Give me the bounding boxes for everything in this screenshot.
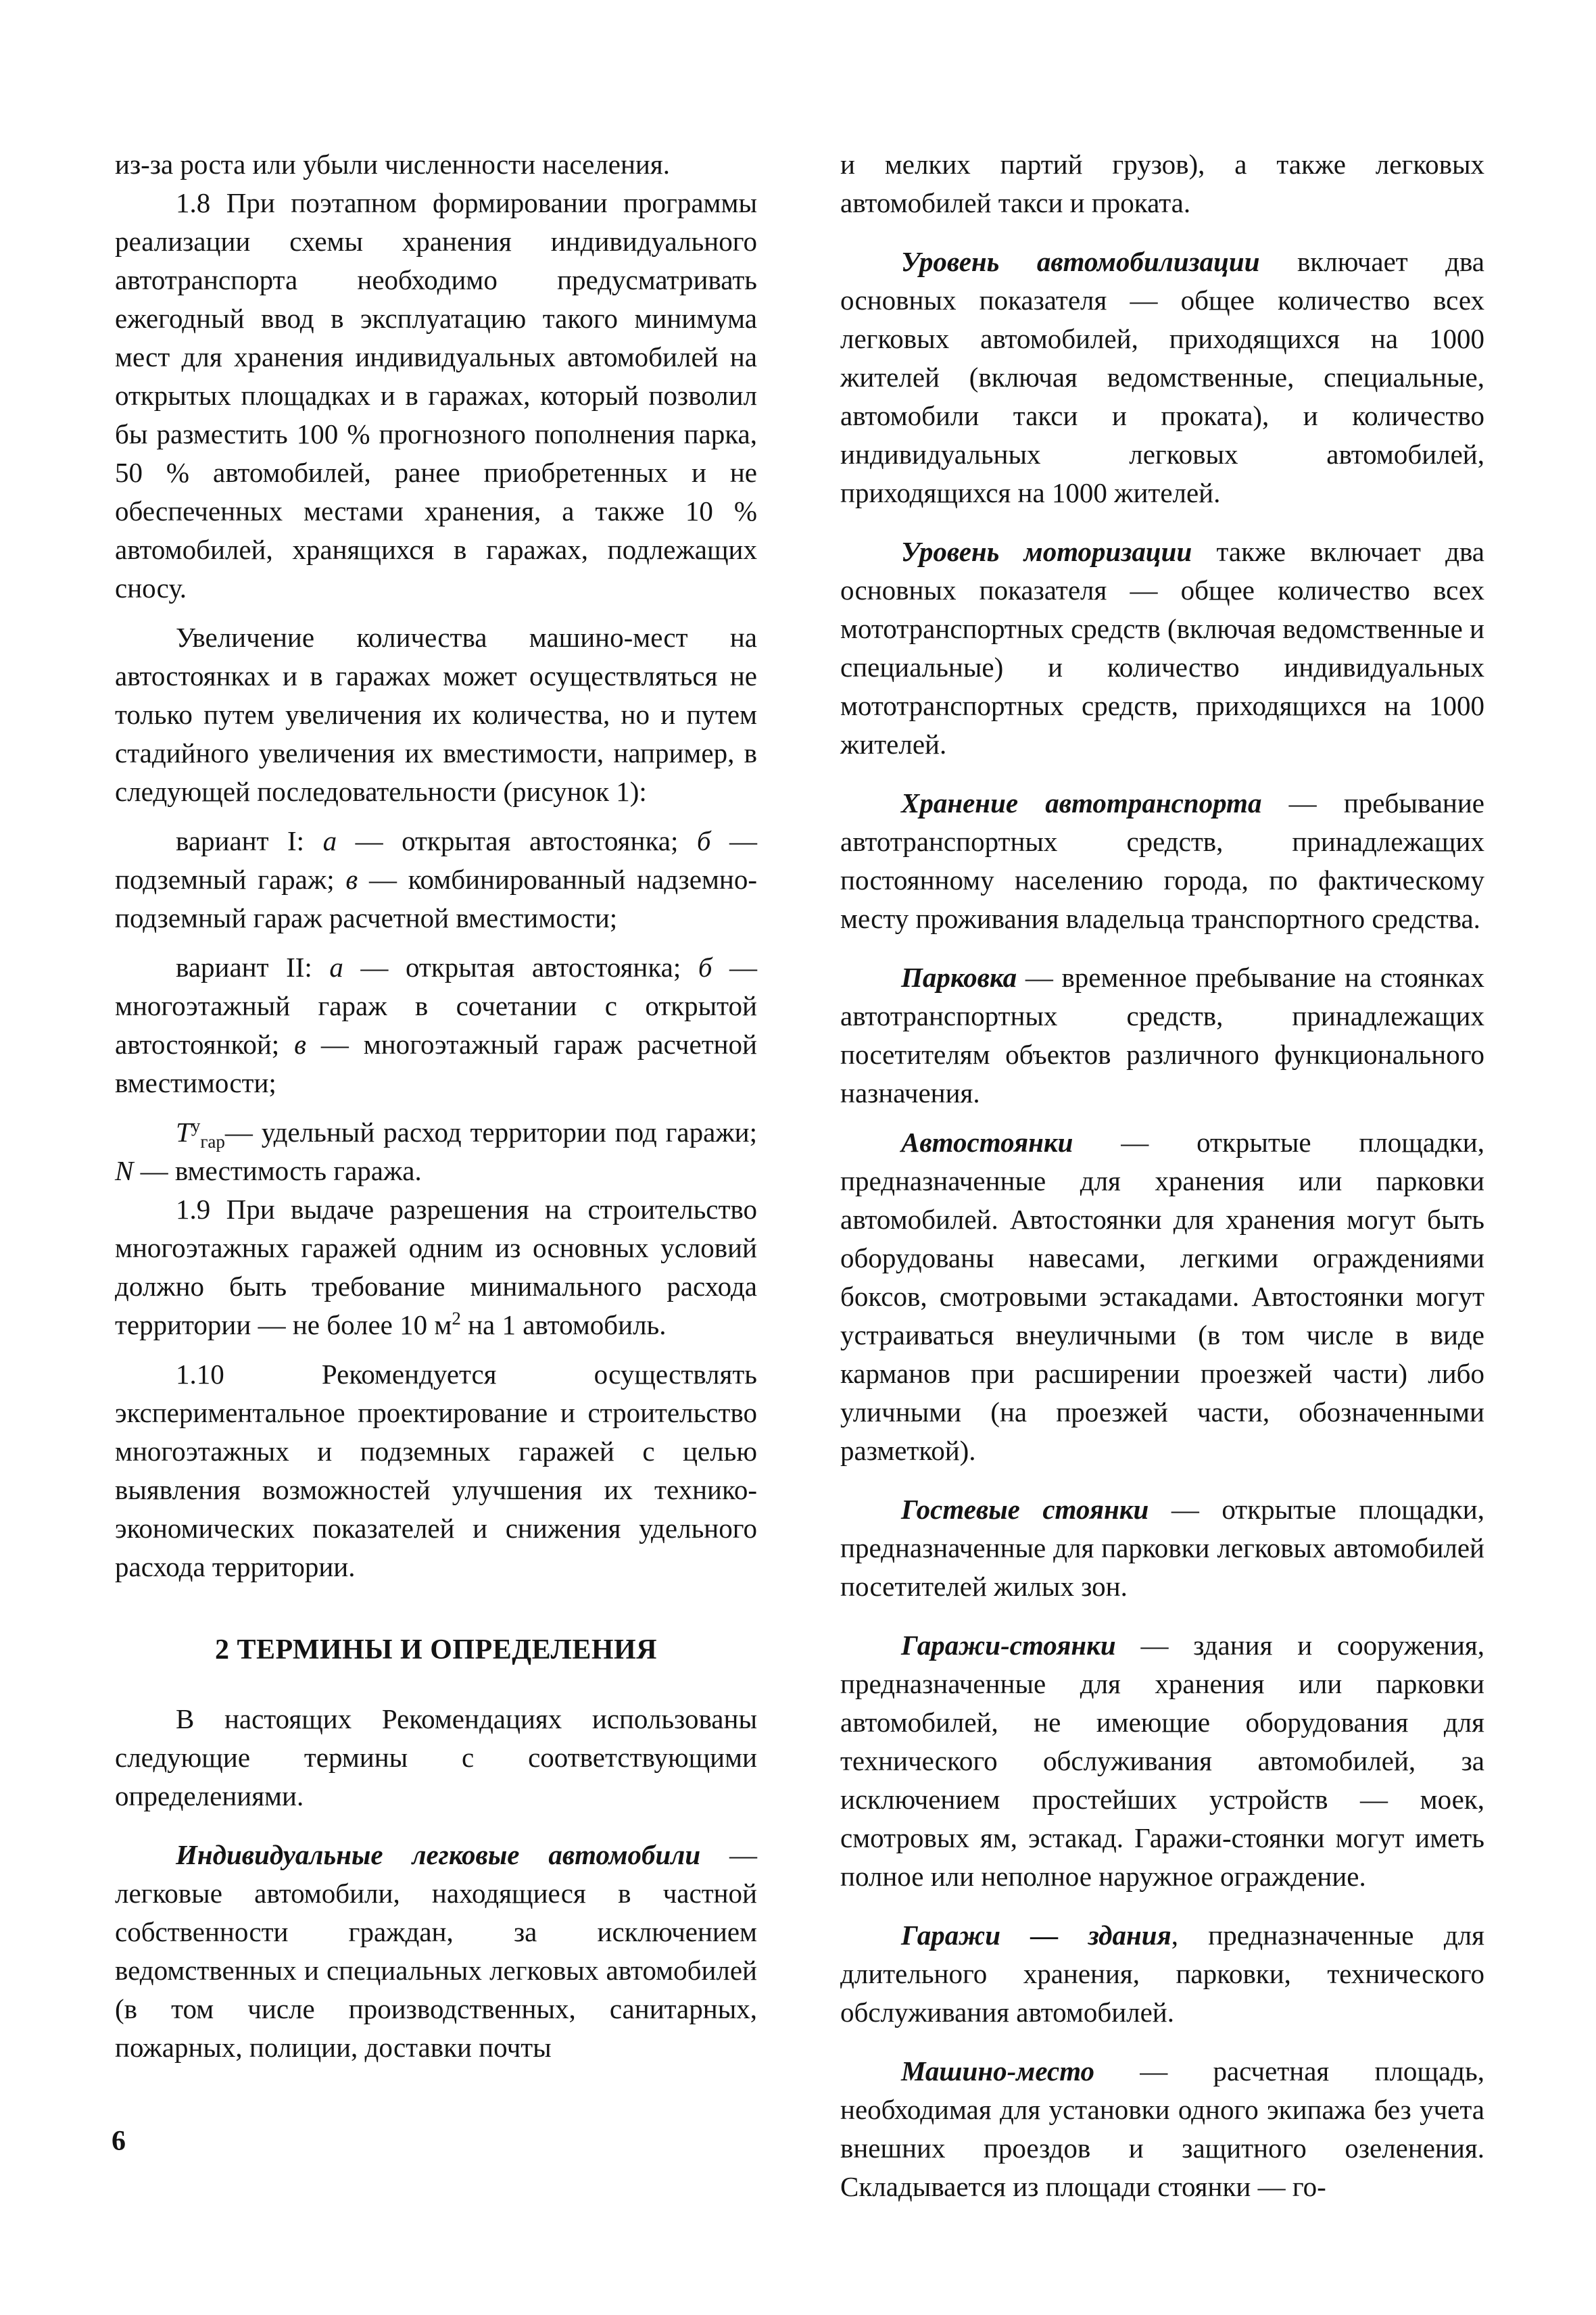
term-motorization: Уровень моторизации: [901, 536, 1192, 567]
paragraph-1-9-sup: 2: [452, 1308, 461, 1329]
variant-1-text-1: — открытая автостоянка;: [337, 825, 697, 856]
term-parking-space: Машино-место: [901, 2055, 1095, 2087]
variant-2: [115, 948, 757, 1102]
variant-1-lead: вариант I:: [176, 825, 323, 856]
definition-garages-text: , предназначенные для длительного хранения, парковки, технического обслуживания автомобилей.: [840, 1920, 1484, 2028]
right-column: [840, 145, 1484, 2206]
term-automobilization: Уровень автомобилизации: [901, 246, 1260, 277]
variant-1-text-2: — подземный гараж;: [115, 825, 758, 895]
definition-garages: [840, 1916, 1484, 2032]
symbol-n: N: [115, 1155, 134, 1186]
variant-2-v: в: [294, 1029, 306, 1060]
paragraph-continuation-right: и мелких партий грузов), а также легковых автомобилей такси и проката.: [840, 149, 1484, 218]
section-heading: 2 ТЕРМИНЫ И ОПРЕДЕЛЕНИЯ: [214, 1634, 658, 1665]
variant-1: [115, 822, 757, 937]
definition-moto-level: [840, 533, 1484, 764]
left-column: [115, 145, 757, 2067]
definition-garage-stands: [840, 1626, 1484, 1896]
term-individual-cars: Индивидуальные легковые автомобили: [176, 1839, 701, 1870]
paragraph-1-9: [115, 1190, 757, 1344]
symbol-t: T: [176, 1117, 191, 1148]
variant-2-text-2: — многоэтажный гараж в сочетании с открытой автостоянкой;: [115, 952, 758, 1060]
legend-definitions: [115, 1113, 757, 1190]
symbol-t-sub: гар: [200, 1131, 225, 1152]
term-garage-stands: Гаражи-стоянки: [901, 1630, 1116, 1661]
term-guest-parking: Гостевые стоянки: [901, 1494, 1149, 1525]
definition-parking-space-text: — расчетная площадь, необходимая для установки одного экипажа без учета внешних проездов и защитного озеленения. Складывается из площади стоянки — го-: [840, 2055, 1484, 2202]
definition-individual-cars-text: — легковые автомобили, находящиеся в частной собственности граждан, за исключением ведомственных и специальных легковых автомобилей (в том числе производственных, санитарных, пожарных, полиции, доставки почты: [115, 1839, 757, 2063]
paragraph-1-9-text: 1.9 При выдаче разрешения на строительство многоэтажных гаражей одним из основных условий должно быть требование минимального расхода территории — не более 10 м: [115, 1194, 757, 1340]
paragraph-continuation: из-за роста или убыли численности населения.: [115, 149, 670, 180]
definition-motorization-text: также включает два основных показателя — общее количество всех мототранспортных средств (включая ведомственные и специальные) и количество индивидуальных мототранспортных средств, приходящихся на 1000 жителей.: [840, 536, 1484, 760]
definition-individual-cars: [115, 1836, 757, 2067]
legend-text-1: — удельный расход территории под гаражи;: [224, 1117, 757, 1148]
paragraph-1-9-end: на 1 автомобиль.: [460, 1309, 667, 1340]
term-lots: Автостоянки: [901, 1127, 1073, 1158]
term-parking: Парковка: [901, 962, 1017, 993]
definition-automobilization-text: включает два основных показателя — общее количество всех легковых автомобилей, приходящихся на 1000 жителей (включая ведомственные, специальные, автомобили такси и проката), и количество индивидуальных легковых автомобилей, приходящихся на 1000 жителей.: [840, 246, 1484, 508]
definition-guest-parking: [840, 1490, 1484, 1606]
definition-storage: [840, 784, 1484, 938]
variant-1-a: а: [322, 825, 337, 856]
variant-1-b: б: [696, 825, 711, 856]
variant-1-v: в: [345, 864, 358, 895]
variant-2-b: б: [698, 952, 712, 983]
definition-storage-text: — пребывание автотранспортных средств, принадлежащих постоянному населению города, по фактическому месту проживания владельца транспортного средства.: [840, 787, 1484, 934]
paragraph-1-8: 1.8 При поэтапном формировании программы реализации схемы хранения индивидуального автотранспорта необходимо предусматривать ежегодный ввод в эксплуатацию такого минимума мест для хранения индивидуальных автомобилей на открытых площадках и в гаражах, который позволил бы разместить 100 % прогнозного пополнения парка, 50 % автомобилей, ранее приобретенных и не обеспеченных местами хранения, а также 10 % автомобилей, хранящихся в гаражах, подлежащих сносу.: [115, 187, 757, 604]
definition-motorization-level: [840, 243, 1484, 512]
definition-lots-text: — открытые площадки, предназначенные для хранения или парковки автомобилей. Автостоянки для хранения могут быть оборудованы навесами, легкими ограждениями боксов, смотровыми эстакадами. Автостоянки могут устраиваться внеуличными (в том числе в виде карманов при расширении проезжей части) либо уличными (на проезжей части, обозначенными разметкой).: [840, 1127, 1484, 1466]
definition-parking-text: — временное пребывание на стоянках автотранспортных средств, принадлежащих посетителям объектов различного функционального назначения.: [840, 962, 1484, 1108]
paragraph-1-10: 1.10 Рекомендуется осуществлять экспериментальное проектирование и строительство многоэтажных и подземных гаражей с целью выявления возможностей улучшения их технико-экономических показателей и снижения удельного расхода территории.: [115, 1359, 757, 1582]
symbol-t-sup: у: [191, 1115, 201, 1136]
paragraph-capacity: Увеличение количества машино-мест на автостоянках и в гаражах может осуществляться не только путем увеличения их количества, но и путем стадийного увеличения их вместимости, например, в следующей последовательности (рисунок 1):: [115, 622, 757, 807]
variant-2-text-3: — многоэтажный гараж расчетной вместимости;: [115, 1029, 757, 1098]
variant-2-lead: вариант II:: [176, 952, 330, 983]
variant-2-text-1: — открытая автостоянка;: [343, 952, 698, 983]
variant-2-a: а: [329, 952, 343, 983]
definition-guest-parking-text: — открытые площадки, предназначенные для парковки легковых автомобилей посетителей жилых зон.: [840, 1494, 1485, 1602]
variant-1-text-3: — комбинированный надземно-подземный гараж расчетной вместимости;: [115, 864, 757, 933]
definition-parking-space: [840, 2052, 1484, 2206]
term-storage: Хранение автотранспорта: [901, 787, 1262, 819]
term-garages: Гаражи — здания: [901, 1920, 1171, 1951]
definition-lots: [840, 1123, 1484, 1470]
page-number: 6: [112, 2126, 126, 2157]
legend-text-2: — вместимость гаража.: [133, 1155, 422, 1186]
definition-parking: [840, 958, 1484, 1113]
definition-garage-stands-text: — здания и сооружения, предназначенные для хранения или парковки автомобилей, не имеющие оборудования для технического обслуживания автомобилей, за исключением простейших устройств — моек, смотровых ям, эстакад. Гаражи-стоянки могут иметь полное или неполное наружное ограждение.: [840, 1630, 1484, 1892]
paragraph-intro: В настоящих Рекомендациях использованы следующие термины с соответствующими определениями.: [115, 1703, 757, 1811]
